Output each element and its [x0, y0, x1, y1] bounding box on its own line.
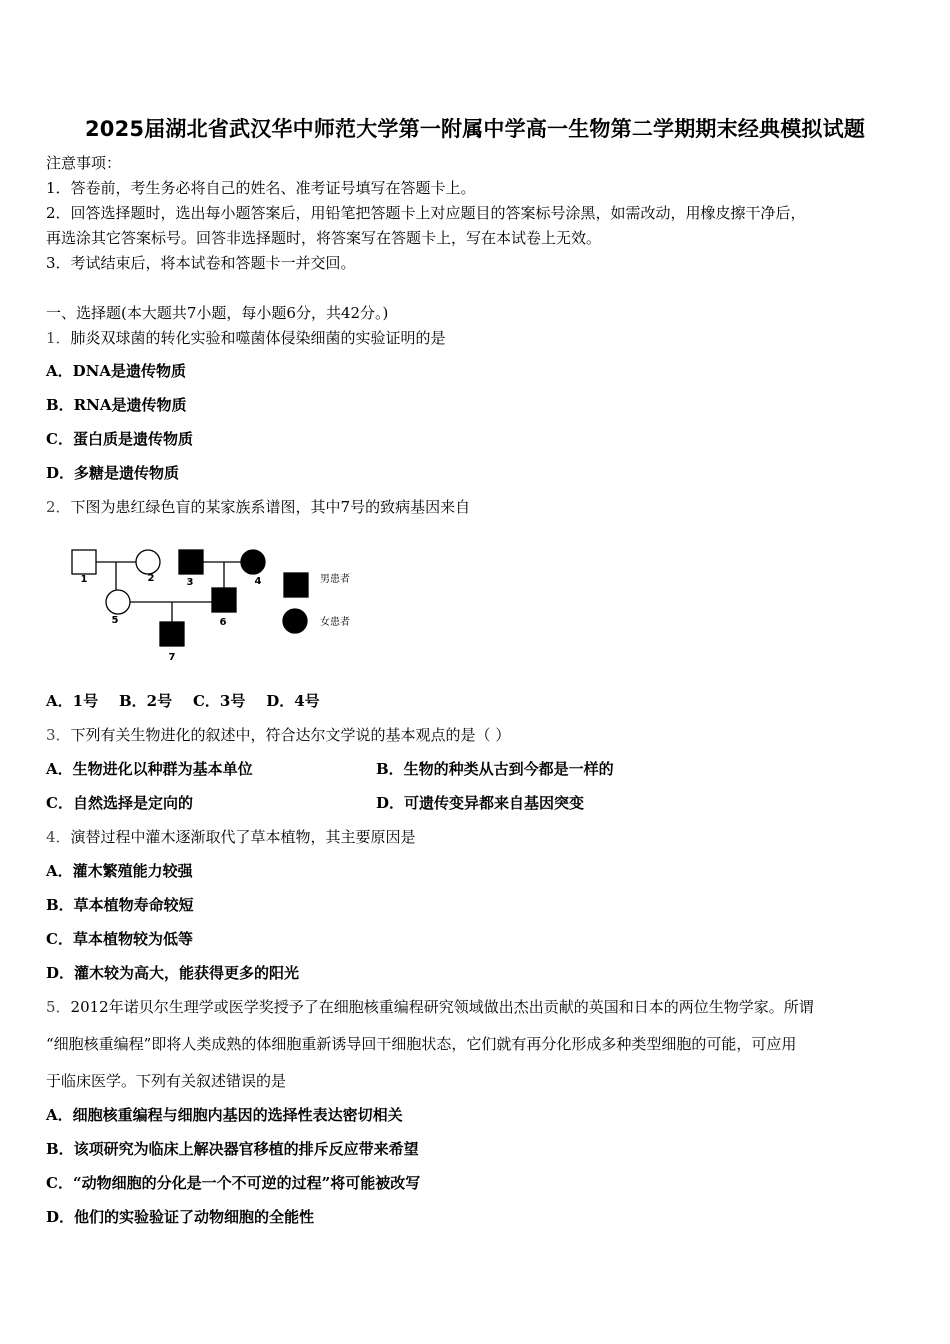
notice-heading: 注意事项： — [46, 154, 122, 172]
option: C．蛋白质是遗传物质 — [46, 430, 193, 448]
option: D．灌木较为高大，能获得更多的阳光 — [46, 964, 300, 982]
pedigree-label: 6 — [219, 617, 227, 628]
section-heading: 一、选择题(本大题共7小题，每小题6分，共42分。) — [46, 304, 389, 322]
question-1-stem — [46, 327, 446, 348]
question-5-stem-cont: “细胞核重编程”即将人类成熟的体细胞重新诱导回干细胞状态，它们就有再分化形成多种类型细胞的可能，可应用 — [46, 1035, 797, 1053]
individual-1 — [72, 550, 96, 574]
question-5-stem-cont: 于临床医学。下列有关叙述错误的是 — [46, 1072, 287, 1090]
question-5-stem — [46, 996, 814, 1017]
individual-5 — [106, 590, 130, 614]
notice-item: 再选涂其它答案标号。回答非选择题时，将答案写在答题卡上，写在本试卷上无效。 — [46, 229, 602, 247]
question-text: 2012年诺贝尔生理学或医学奖授予了在细胞核重编程研究领域做出杰出贡献的英国和日本的两位生物学家。所谓 — [70, 998, 814, 1016]
option: C．“动物细胞的分化是一个不可逆的过程”将可能被改写 — [46, 1174, 421, 1192]
notice-item: 3．考试结束后，将本试卷和答题卡一并交回。 — [46, 254, 356, 272]
option: A．灌木繁殖能力较强 — [46, 862, 193, 880]
question-2-stem — [46, 496, 470, 517]
pedigree-diagram — [66, 540, 366, 670]
option: A．DNA是遗传物质 — [46, 362, 186, 380]
option: D．可遗传变异都来自基因突变 — [376, 794, 585, 812]
question-number: 5． — [46, 998, 71, 1016]
question-number: 1． — [46, 329, 71, 347]
option: C．自然选择是定向的 — [46, 794, 193, 812]
option: B．该项研究为临床上解决器官移植的排斥反应带来希望 — [46, 1140, 419, 1158]
option: C．草本植物较为低等 — [46, 930, 193, 948]
pedigree-label: 3 — [186, 577, 194, 588]
notice-item: 1．答卷前，考生务必将自己的姓名、准考证号填写在答题卡上。 — [46, 179, 476, 197]
question-4-stem — [46, 826, 416, 847]
individual-7 — [160, 622, 184, 646]
question-number: 4． — [46, 828, 71, 846]
legend-female-label: 女患者 — [320, 617, 350, 628]
question-text: 下图为患红绿色盲的某家族系谱图，其中7号的致病基因来自 — [70, 498, 471, 516]
legend-female-patient-symbol — [283, 609, 307, 633]
legend-male-patient-symbol — [284, 573, 308, 597]
option: B．草本植物寿命较短 — [46, 896, 194, 914]
question-2-options: A．1号 B．2号 C．3号 D．4号 — [46, 692, 320, 710]
individual-4 — [241, 550, 265, 574]
option: B．生物的种类从古到今都是一样的 — [376, 760, 614, 778]
option: A．细胞核重编程与细胞内基因的选择性表达密切相关 — [46, 1106, 403, 1124]
page-title: 2025届湖北省武汉华中师范大学第一附属中学高一生物第二学期期末经典模拟试题 — [84, 117, 866, 141]
pedigree-label: 7 — [168, 652, 176, 663]
individual-6 — [212, 588, 236, 612]
question-text: 肺炎双球菌的转化实验和噬菌体侵染细菌的实验证明的是 — [70, 329, 446, 347]
individual-2 — [136, 550, 160, 574]
question-text: 下列有关生物进化的叙述中，符合达尔文学说的基本观点的是（ ） — [70, 726, 511, 744]
legend-male-label: 男患者 — [320, 574, 350, 585]
individual-3 — [179, 550, 203, 574]
question-text: 演替过程中灌木逐渐取代了草本植物，其主要原因是 — [70, 828, 416, 846]
pedigree-label: 5 — [111, 615, 119, 626]
question-3-stem — [46, 724, 510, 745]
option: D．多糖是遗传物质 — [46, 464, 180, 482]
question-number: 3． — [46, 726, 71, 744]
option: B．RNA是遗传物质 — [46, 396, 187, 414]
pedigree-label: 1 — [80, 574, 88, 585]
pedigree-label: 4 — [254, 576, 262, 587]
question-number: 2． — [46, 498, 71, 516]
notice-item: 2．回答选择题时，选出每小题答案后，用铅笔把答题卡上对应题目的答案标号涂黑，如需改动，用橡皮擦干净后， — [46, 204, 806, 222]
option: D．他们的实验验证了动物细胞的全能性 — [46, 1208, 315, 1226]
pedigree-label: 2 — [147, 573, 155, 584]
option: A．生物进化以种群为基本单位 — [46, 760, 253, 778]
